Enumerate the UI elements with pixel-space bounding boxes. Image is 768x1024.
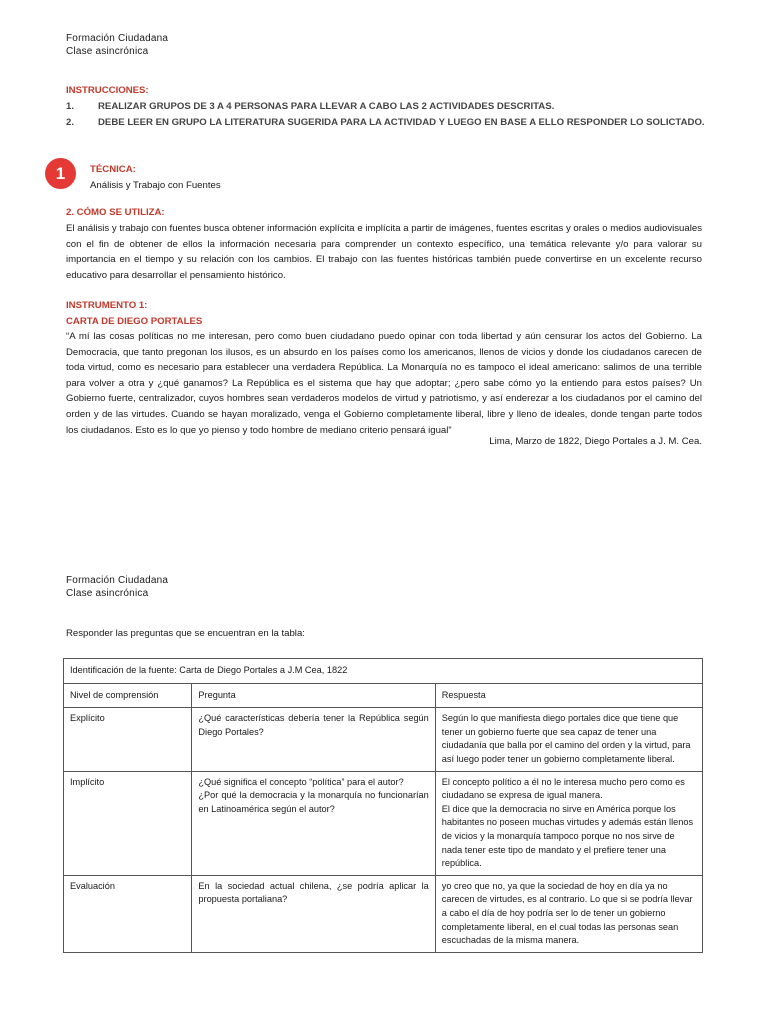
table-row [64, 771, 703, 875]
instructions [66, 85, 706, 133]
page-header [66, 33, 168, 58]
instructions-heading: INSTRUCCIONES: [66, 85, 149, 96]
answer-cell: yo creo que no, ya que la sociedad de hoy en día ya no carecen de virtudes, es al contrario. Lo que si se podría llevar a cabo el día de hoy podría ser lo de tener un gobierno completamente liberal, en el cual todas las personas sean escuchadas de la misma manera. [435, 875, 702, 952]
header-question: Pregunta [192, 683, 435, 708]
instruction-text: DEBE LEER EN GRUPO LA LITERATURA SUGERIDA PARA LA ACTIVIDAD Y LUEGO EN BASE A ELLO RESPONDER LO SOLICTADO. [98, 117, 705, 128]
table-header-row [64, 683, 703, 708]
usage-paragraph: El análisis y trabajo con fuentes busca obtener información explícita e implícita a partir de imágenes, fuentes escritas y orales o medios audiovisuales con el fin de obtener de ellos la información necesaria para comprender un contexto específico, una temática relevante y/o para valorar su importancia en el tiempo y su relación con los cambios. El trabajo con las fuentes históricas también puede convertirse en un excelente recurso educativo para desarrollar el pensamiento histórico. [66, 223, 702, 281]
technique-label: TÉCNICA: [90, 164, 136, 175]
technique-block [90, 162, 221, 194]
quote-signature: Lima, Marzo de 1822, Diego Portales a J. M. Cea. [489, 436, 702, 447]
table-row [64, 875, 703, 952]
instruction-item [66, 117, 706, 133]
instruction-number: 2. [66, 117, 75, 128]
source-analysis-table [63, 658, 703, 953]
instrument-block [66, 298, 202, 330]
table-source-row [64, 659, 703, 684]
usage-heading: 2. CÓMO SE UTILIZA: [66, 207, 165, 218]
course-name: Formación Ciudadana [66, 575, 169, 586]
instruction-text: REALIZAR GRUPOS DE 3 A 4 PERSONAS PARA LLEVAR A CABO LAS 2 ACTIVIDADES DESCRITAS. [98, 101, 555, 112]
question-cell: En la sociedad actual chilena, ¿se podría aplicar la propuesta portaliana? [192, 875, 435, 952]
instruction-number: 1. [66, 101, 75, 112]
table-prompt: Responder las preguntas que se encuentran en la tabla: [66, 628, 305, 639]
answer-cell: Según lo que manifiesta diego portales dice que tiene que tener un gobierno fuerte que sea capaz de tener una ciudadanía que balla por el camino del orden y la virtud, para así luego poder tener un gobierno completamente liberal. [435, 708, 702, 771]
course-name: Formación Ciudadana [66, 33, 169, 44]
class-type: Clase asincrónica [66, 587, 149, 599]
class-type: Clase asincrónica [66, 45, 149, 57]
technique-name: Análisis y Trabajo con Fuentes [90, 180, 221, 191]
question-cell: ¿Qué significa el concepto “política” para el autor? ¿Por qué la democracia y la monarquía no funcionarían en Latinoamérica según el autor? [192, 771, 435, 875]
instrument-label: INSTRUMENTO 1: [66, 300, 148, 311]
table-row [64, 708, 703, 771]
answer-cell: El concepto político a él no le interesa mucho pero como es ciudadano se expresa de igual manera. El dice que la democracia no sirve en América porque los habitantes no poseen muchas virtudes y además están llenos de vicios y la monarquía tampoco porque no nos sirve de nada tener este tipo de mandato y el prefiere tener una república. [435, 771, 702, 875]
source-identification: Identificación de la fuente: Carta de Diego Portales a J.M Cea, 1822 [64, 659, 703, 684]
level-cell: Explícito [64, 708, 192, 771]
level-cell: Evaluación [64, 875, 192, 952]
instruction-item [66, 101, 706, 117]
instrument-title: CARTA DE DIEGO PORTALES [66, 316, 203, 327]
technique-number-badge: 1 [45, 158, 76, 189]
portales-quote: “A mí las cosas políticas no me interesan, pero como buen ciudadano puedo opinar con toda libertad y aún censurar los actos del Gobierno. La Democracia, que tanto pregonan los ilusos, es un absurdo en los países como los americanos, llenos de vicios y donde los ciudadanos carecen de toda virtud, como es necesario para establecer una verdadera República. La Monarquía no es tampoco el ideal americano: salimos de una terrible para volver a otra y ¿qué ganamos? La República es el sistema que hay que adoptar; ¿pero sabe cómo yo la entiendo para estos países? Un Gobierno fuerte, centralizador, cuyos hombres sean verdaderos modelos de virtud y patriotismo, y así enderezar a los ciudadanos por el camino del orden y de las virtudes. Cuando se hayan moralizado, venga el Gobierno completamente liberal, libre y lleno de ideales, donde tengan parte todos los ciudadanos. Esto es lo que yo pienso y todo hombre de mediano criterio pensará igual” [66, 331, 702, 436]
header-level: Nivel de comprensión [64, 683, 192, 708]
page-header-2 [66, 575, 168, 600]
header-answer: Respuesta [435, 683, 702, 708]
question-cell: ¿Qué características debería tener la República según Diego Portales? [192, 708, 435, 771]
level-cell: Implícito [64, 771, 192, 875]
